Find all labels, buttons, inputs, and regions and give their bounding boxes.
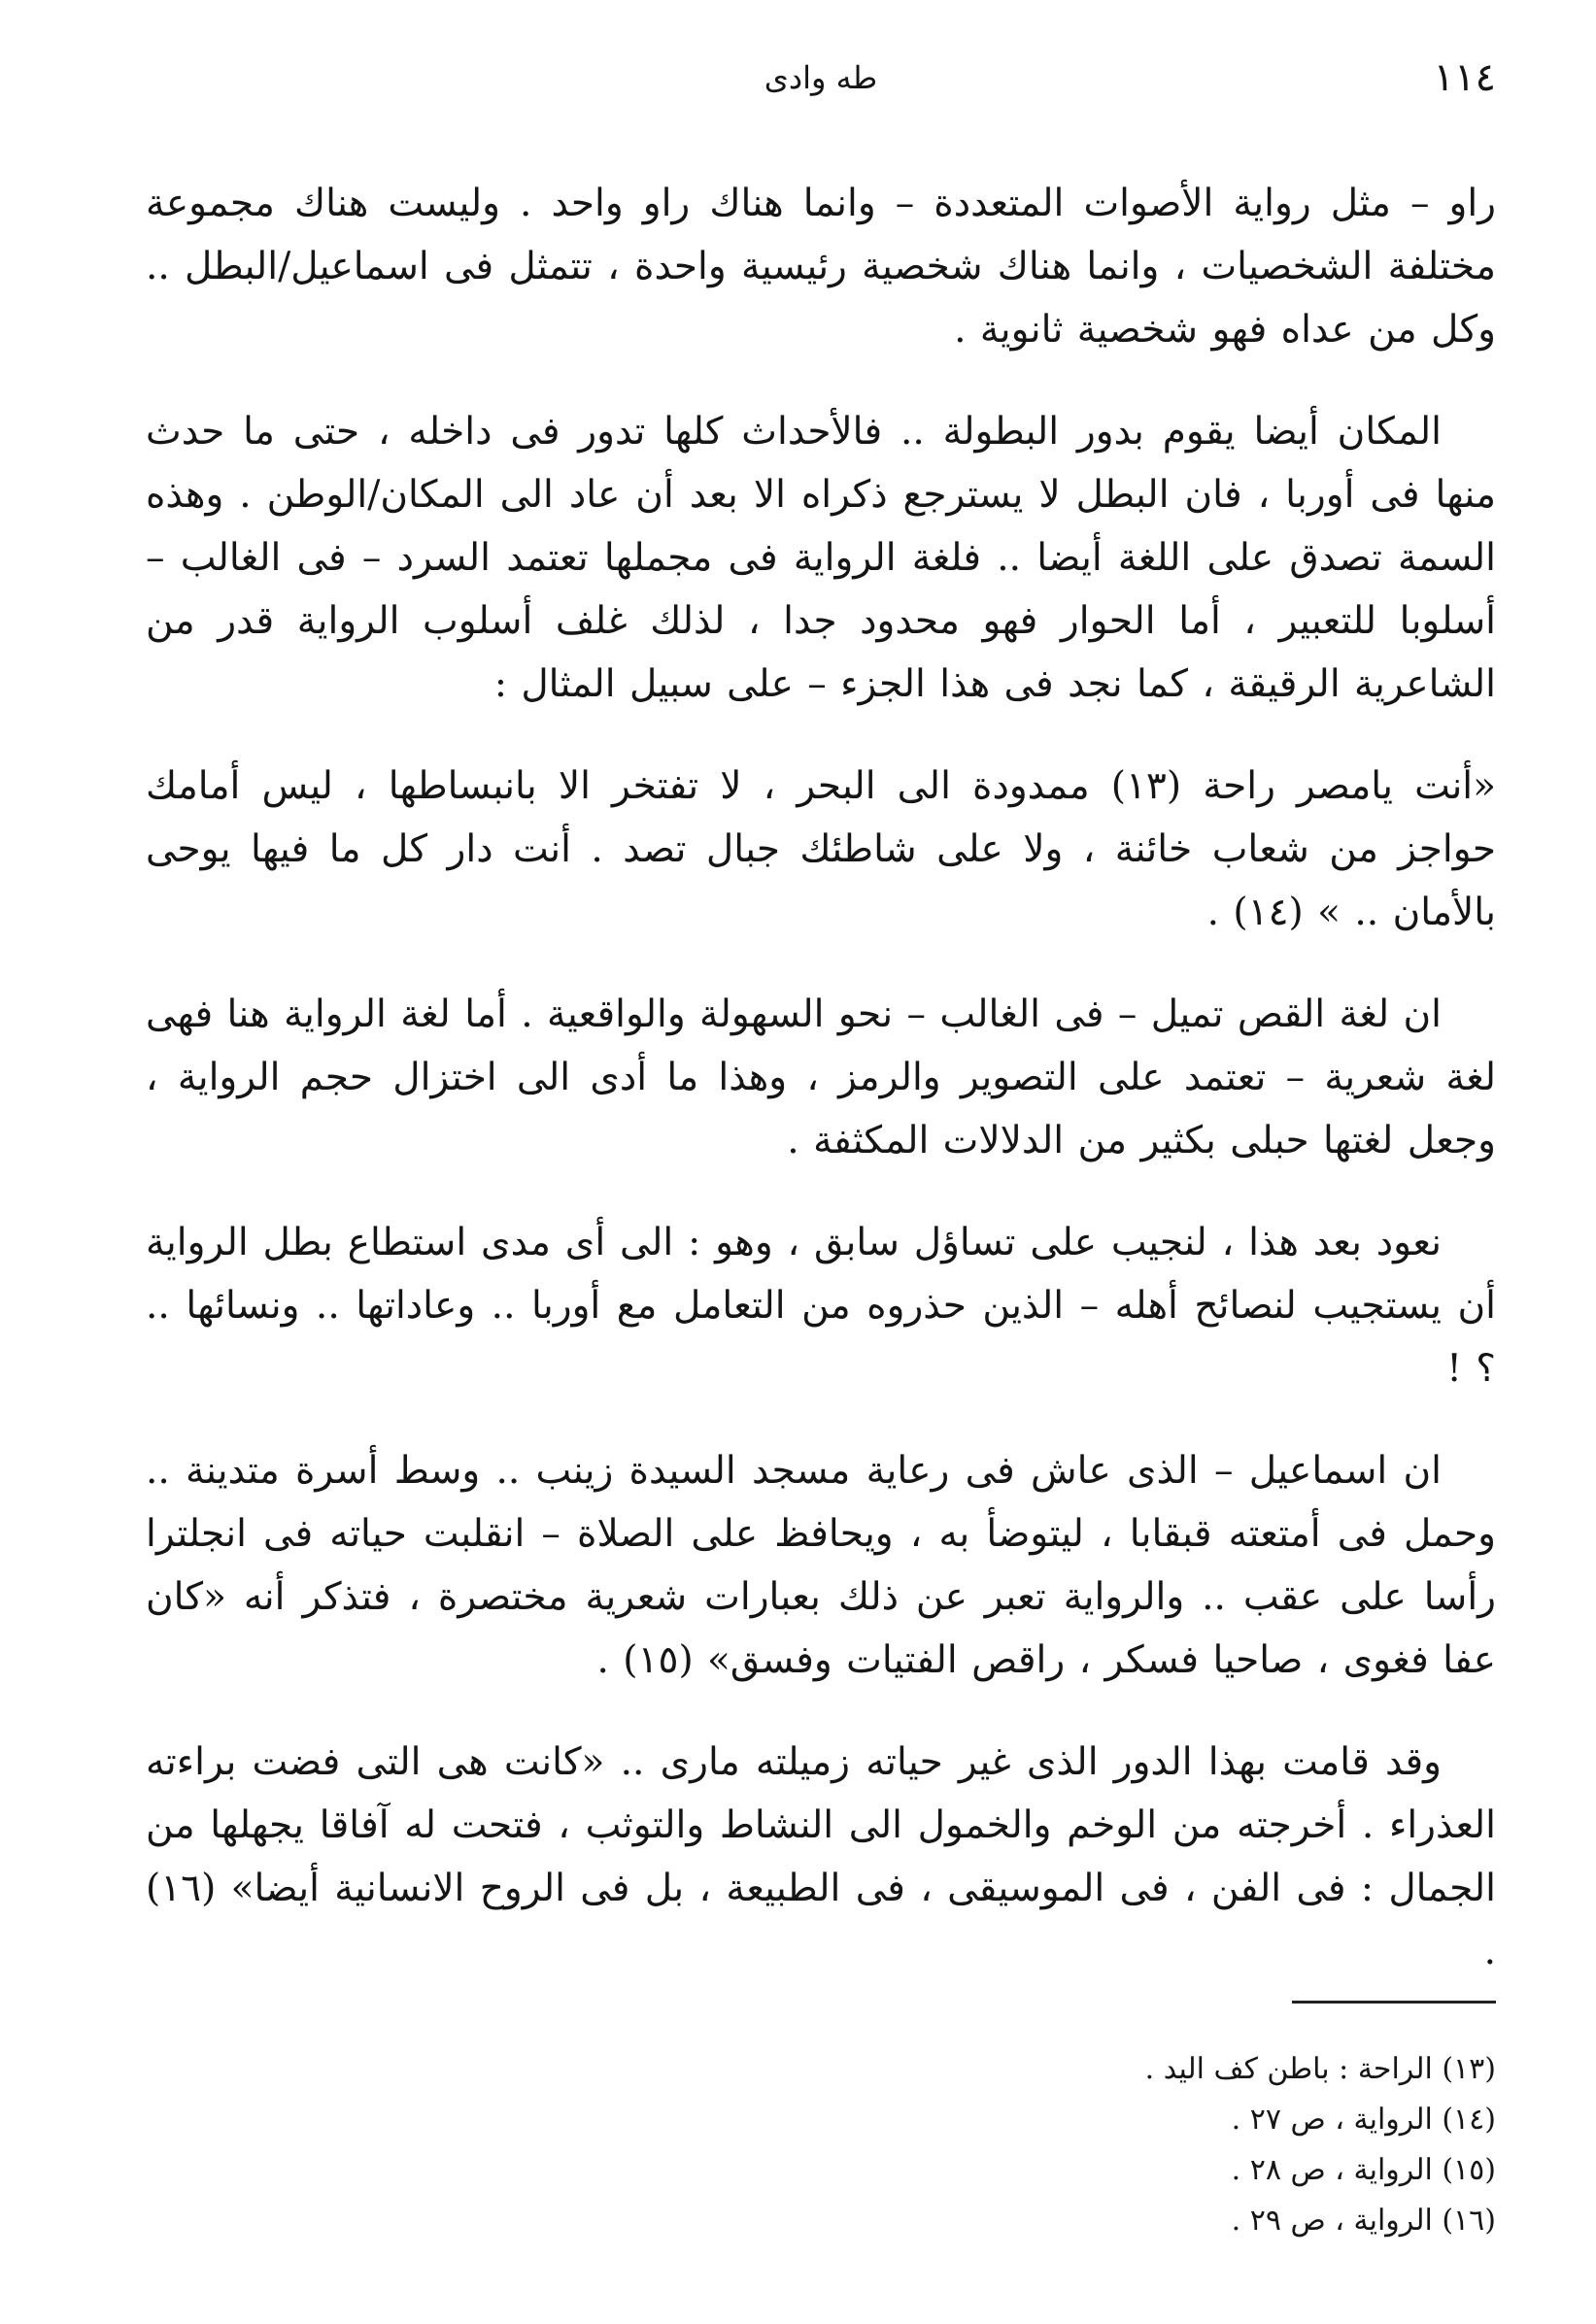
page-number: ١١٤ (1433, 55, 1496, 100)
footnote: (١٣) الراحة : باطن كف اليد . (1144, 2052, 1496, 2086)
running-head-title: طه وادى (764, 59, 878, 96)
paragraph: وقد قامت بهذا الدور الذى غير حياته زميلته مارى .. «كانت هى التى فضت براءته العذراء . أخرجته من الوخم والخمول الى النشاط والتوثب ، فتحت له آفاقا يجهلها من الجمال : فى الفن ، فى الموسيقى ، فى الطبيعة ، بل فى الروح الانسانية أيضا» (١٦) . (146, 1740, 1496, 1973)
paragraph: ان لغة القص تميل – فى الغالب – نحو السهولة والواقعية . أما لغة الرواية هنا فهى لغة شعرية – تعتمد على التصوير والرمز ، وهذا ما أدى الى اختزال حجم الرواية ، وجعل لغتها حبلى بكثير من الدلالات المكثفة . (145, 993, 1496, 1162)
footnotes (622, 2044, 1496, 2246)
footnote: (١٦) الرواية ، ص ٢٩ . (1231, 2204, 1496, 2238)
paragraph: راو – مثل رواية الأصوات المتعددة – وانما هناك راو واحد . وليست هناك مجموعة مختلفة الشخصيات ، وانما هناك شخصية رئيسية واحدة ، تتمثل فى اسماعيل/البطل .. وكل من عداه فهو شخصية ثانوية . (146, 182, 1496, 352)
footnote: (١٥) الرواية ، ص ٢٨ . (1231, 2153, 1496, 2187)
quoted-paragraph: «أنت يامصر راحة (١٣) ممدودة الى البحر ، لا تفتخر الا بانبساطها ، ليس أمامك حواجز من شعاب خائنة ، ولا على شاطئك جبال تصد . أنت دار كل ما فيها يوحى بالأمان .. » (١٤) . (146, 764, 1497, 934)
paragraph: المكان أيضا يقوم بدور البطولة .. فالأحداث كلها تدور فى داخله ، حتى ما حدث منها فى أوربا ، فان البطل لا يسترجع ذكراه الا بعد أن عاد الى المكان/الوطن . وهذه السمة تصدق على اللغة أيضا .. فلغة الرواية فى مجملها تعتمد السرد – فى الغالب – أسلوبا للتعبير ، أما الحوار فهو محدود جدا ، لذلك غلف أسلوب الرواية قدر من الشاعرية الرقيقة ، كما نجد فى هذا الجزء – على سبيل المثال : (146, 410, 1496, 706)
body-text (146, 172, 1496, 1983)
book-page (146, 53, 1496, 2287)
footnote: (١٤) الرواية ، ص ٢٧ . (1231, 2103, 1496, 2137)
paragraph: ان اسماعيل – الذى عاش فى رعاية مسجد السيدة زينب .. وسط أسرة متدينة .. وحمل فى أمتعته قبقابا ، ليتوضأ به ، ويحافظ على الصلاة – انقلبت حياته فى انجلترا رأسا على عقب .. والرواية تعبر عن ذلك بعبارات شعرية مختصرة ، فتذكر أنه «كان عفا فغوى ، صاحيا فسكر ، راقص الفتيات وفسق» (١٥) . (146, 1449, 1496, 1682)
footnote-divider (1292, 2001, 1496, 2004)
paragraph: نعود بعد هذا ، لنجيب على تساؤل سابق ، وهو : الى أى مدى استطاع بطل الرواية أن يستجيب لنصائح أهله – الذين حذروه من التعامل مع أوربا .. وعاداتها .. ونسائها .. ؟ ! (146, 1221, 1496, 1391)
running-head (146, 53, 1496, 131)
